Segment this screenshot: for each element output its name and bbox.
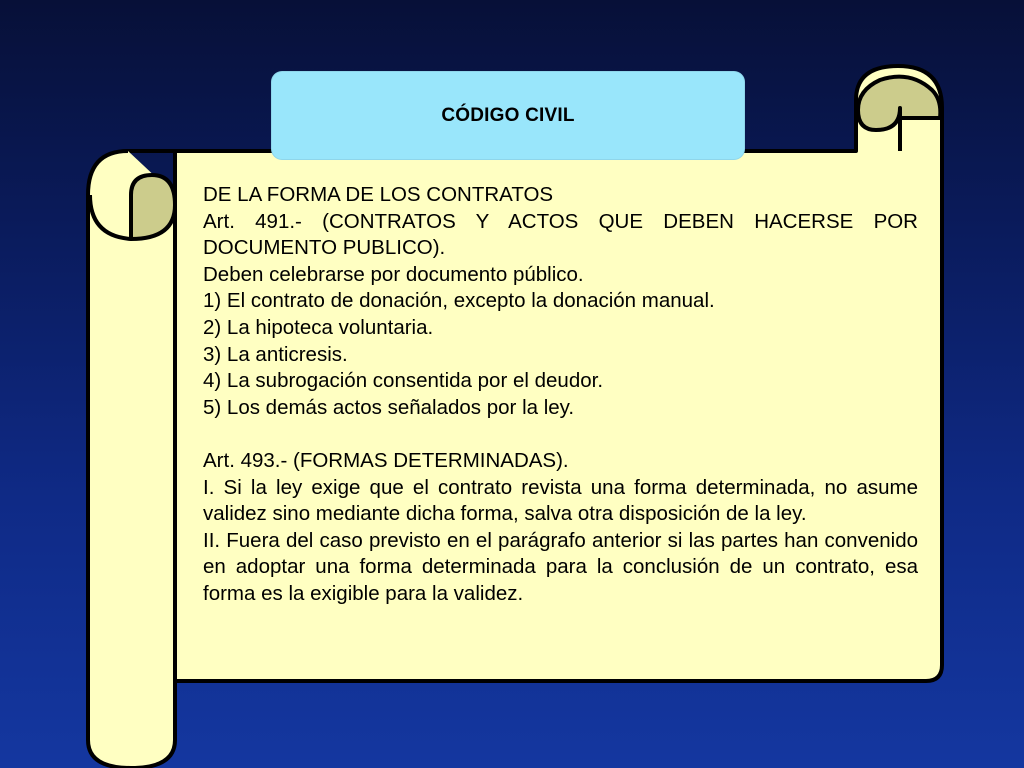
list-item: 2) La hipoteca voluntaria. [203,315,434,339]
section-heading: DE LA FORMA DE LOS CONTRATOS [203,183,554,206]
art491-heading: Art. 491.- (CONTRATOS Y ACTOS QUE DEBEN HACERSE POR DOCUMENTO PUBLICO). [203,209,918,260]
list-item: 5) Los demás actos señalados por la ley. [203,395,575,419]
art493-paragraph: I. Si la ley exige que el contrato revista una forma determinada, no asume validez sino mediante dicha forma, salva otra disposición de la ley. [203,475,918,526]
document-body [203,182,918,608]
left-curl [131,175,175,239]
art491-intro: Deben celebrarse por documento público. [203,262,584,286]
art493-paragraph: II. Fuera del caso previsto en el parágrafo anterior si las partes han convenido en adoptar una forma determinada para la conclusión de un contrato, esa forma es la exigible para la validez. [203,528,918,605]
left-roll [88,151,175,768]
spacer [203,421,918,448]
list-item: 4) La subrogación consentida por el deudor. [203,369,604,393]
title-box [272,72,744,159]
list-item: 1) El contrato de donación, excepto la donación manual. [203,289,715,313]
page-title: CÓDIGO CIVIL [441,104,575,126]
list-item: 3) La anticresis. [203,342,348,366]
art493-heading: Art. 493.- (FORMAS DETERMINADAS). [203,448,569,472]
